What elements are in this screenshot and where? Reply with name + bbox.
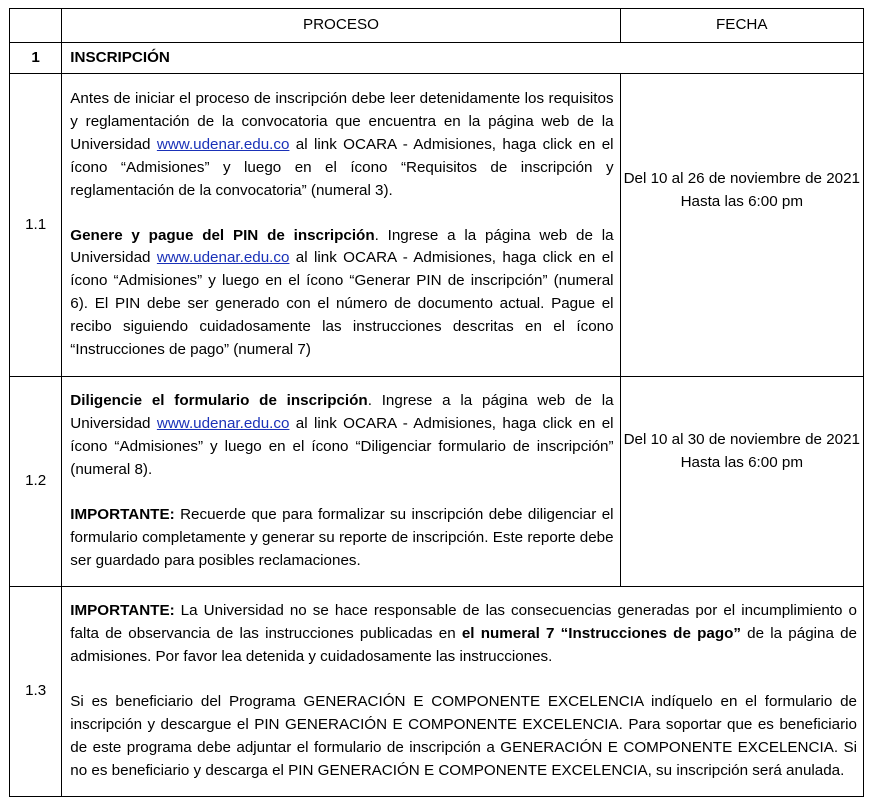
section-number: 1: [10, 43, 62, 74]
row-number: 1.1: [10, 74, 62, 377]
bold-heading: Diligencie el formulario de inscripción: [70, 392, 368, 410]
header-fecha: FECHA: [620, 9, 863, 43]
table-header-row: [10, 9, 864, 43]
section-title: INSCRIPCIÓN: [62, 43, 864, 74]
bold-heading: IMPORTANTE:: [70, 505, 175, 523]
table-row: [10, 587, 864, 797]
paragraph: [70, 600, 857, 669]
paragraph-text: al link OCARA - Admisiones, haga click en el ícono “Admisiones” y luego en el ícono “Requisitos de inscripción y reglamentación de la convocatoria” (numeral 3).: [70, 135, 614, 199]
udenar-link[interactable]: www.udenar.edu.co: [156, 415, 290, 433]
row-number: 1.3: [10, 587, 62, 797]
paragraph-text: . Ingrese a la página web de la Universidad: [70, 392, 614, 433]
schedule-table: [9, 8, 864, 797]
bold-emphasis: el numeral 7 “Instrucciones de pago”: [461, 625, 741, 643]
date-range: Del 10 al 30 de noviembre de 2021: [623, 431, 860, 448]
paragraph: [70, 504, 613, 573]
row-process-text: [62, 587, 864, 797]
paragraph: [70, 390, 613, 482]
row-process-text: [62, 74, 620, 377]
header-proceso: PROCESO: [62, 9, 620, 43]
section-row: [10, 43, 864, 74]
bold-heading: IMPORTANTE:: [70, 602, 175, 620]
bold-heading: Genere y pague del PIN de inscripción: [70, 226, 375, 244]
paragraph-text: al link OCARA - Admisiones, haga click en el ícono “Admisiones” y luego en el ícono “Generar PIN de inscripción” (numeral 6). El PIN debe ser generado con el número de documento actual. Pague el recibo siguiendo cuidadosamente las instrucciones descritas en el ícono “Instrucciones de pago” (numeral 7): [70, 249, 614, 359]
table-row: [10, 74, 864, 377]
deadline-time: Hasta las 6:00 pm: [680, 453, 803, 471]
paragraph-text: La Universidad no se hace responsable de las consecuencias generadas por el incumplimiento o falta de observancia de las instrucciones publicadas en: [70, 602, 857, 643]
header-empty-cell: [10, 9, 62, 43]
table-row: [10, 377, 864, 587]
row-date-cell: [620, 377, 863, 587]
paragraph: [70, 88, 613, 203]
date-range: Del 10 al 26 de noviembre de 2021: [623, 170, 860, 187]
udenar-link[interactable]: www.udenar.edu.co: [156, 135, 290, 153]
paragraph-text: Antes de iniciar el proceso de inscripción debe leer detenidamente los requisitos y reglamentación de la convocatoria que encuentra en la página web de la Universidad: [70, 90, 614, 153]
udenar-link[interactable]: www.udenar.edu.co: [156, 249, 290, 267]
paragraph-text: . Ingrese a la página web de la Universidad: [70, 226, 614, 267]
row-date-cell: [620, 74, 863, 377]
row-number: 1.2: [10, 377, 62, 587]
paragraph: Si es beneficiario del Programa GENERACIÓN E COMPONENTE EXCELENCIA indíquelo en el formulario de inscripción y descargue el PIN GENERACIÓN E COMPONENTE EXCELENCIA. Para soportar que es beneficiario de este programa debe adjuntar el formulario de inscripción a GENERACIÓN E COMPONENTE EXCELENCIA. Si no es beneficiario y descarga el PIN GENERACIÓN E COMPONENTE EXCELENCIA, su inscripción será anulada.: [70, 693, 857, 779]
paragraph-text: al link OCARA - Admisiones, haga click en el ícono “Admisiones” y luego en el ícono “Diligenciar formulario de inscripción” (numeral 8).: [70, 415, 614, 479]
paragraph-text: Recuerde que para formalizar su inscripción debe diligenciar el formulario completamente y generar su reporte de inscripción. Este reporte debe ser guardado para posibles reclamaciones.: [70, 505, 614, 569]
deadline-time: Hasta las 6:00 pm: [680, 192, 803, 210]
paragraph-text: de la página de admisiones. Por favor lea detenida y cuidadosamente las instrucciones.: [70, 625, 857, 666]
row-process-text: [62, 377, 620, 587]
paragraph: [70, 225, 613, 362]
